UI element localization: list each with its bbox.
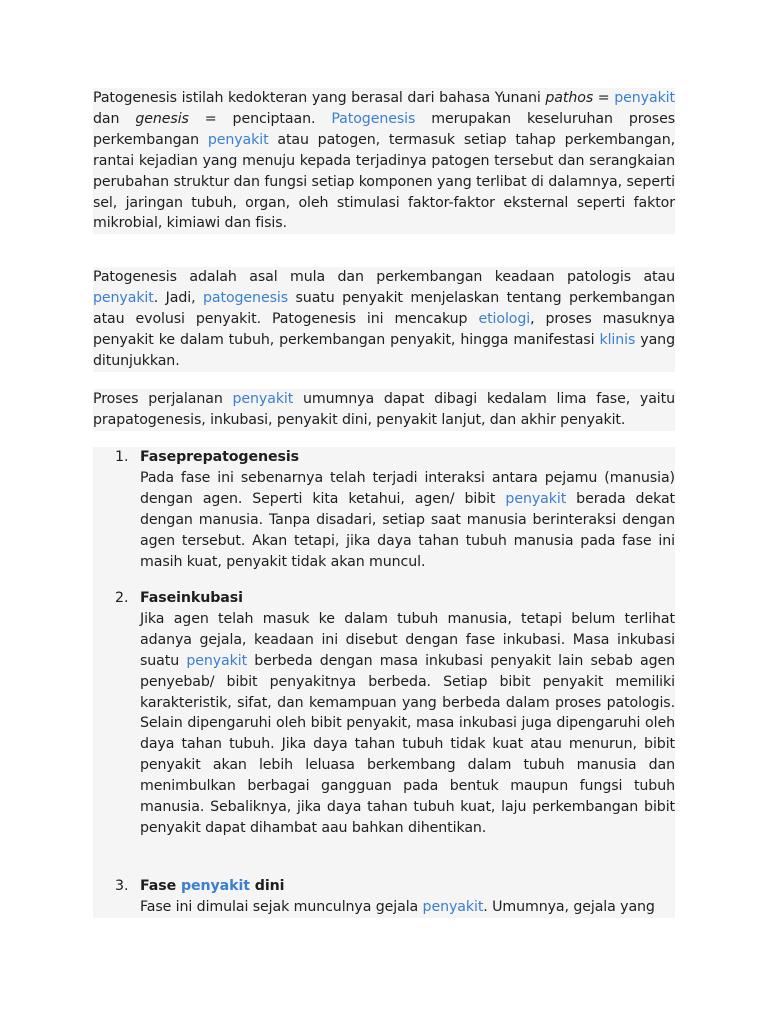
link-patogenesis[interactable]: patogenesis <box>202 289 289 306</box>
text-run: Jika agen telah masuk ke dalam tubuh manusia, tetapi belum terlihat adanya gejala, keadaan ini disebut dengan fase inkubasi. Masa inkubasi suatu <box>140 610 675 669</box>
text-run: berada dekat dengan manusia. Tanpa disadari, setiap saat manusia berinteraksi dengan agen tersebut. Akan tetapi, jika daya tahan tubuh manusia pada fase ini masih kuat, penyakit tidak akan muncul. <box>140 490 676 570</box>
text-run: dini <box>249 878 285 894</box>
text-run: yang ditunjukkan. <box>93 331 675 369</box>
text-run: berbeda dengan masa inkubasi penyakit lain sebab agen penyebab/ bibit penyakitnya berbeda. Setiap bibit penyakit memiliki karakteristik, sifat, dan kemampuan yang berbeda dalam proses patologis. Selain dipengaruhi oleh bibit penyakit, masa inkubasi juga dipengaruhi oleh daya tahan tubuh. Jika daya tahan tubuh tidak kuat atau menurun, bibit penyakit akan lebih leluasa berkembang dalam tubuh manusia dan menimbulkan berbagai gangguan pada bentuk maupun fungsi tubuh manusia. Sebaliknya, jika daya tahan tubuh kuat, laju perkembangan bibit penyakit dapat dihambat aau bahkan dihentikan. <box>140 652 675 836</box>
text-run: Pada fase ini sebenarnya telah terjadi interaksi antara pejamu (manusia) dengan agen. Seperti kita ketahui, agen/ bibit <box>140 469 675 507</box>
text-run: suatu penyakit menjelaskan tentang perkembangan atau evolusi penyakit. Patogenesis ini mencakup <box>93 289 675 327</box>
list-item-inkubasi <box>140 588 675 839</box>
link-penyakit[interactable]: penyakit <box>180 878 250 894</box>
list-item-text <box>140 468 675 573</box>
link-penyakit[interactable]: penyakit <box>207 131 269 148</box>
list-item-title: Faseinkubasi <box>140 590 243 606</box>
text-run: Fase <box>140 878 181 894</box>
link-penyakit[interactable]: penyakit <box>232 391 294 407</box>
text-run: Fase ini dimulai sejak munculnya gejala <box>140 898 423 915</box>
link-penyakit[interactable]: penyakit <box>422 898 484 915</box>
list-item-text <box>140 897 675 918</box>
paragraph-origin <box>93 267 675 372</box>
paragraph-phases-intro <box>93 389 675 431</box>
text-run: Proses perjalanan <box>93 391 233 407</box>
text-run: atau patogen, termasuk setiap tahap perkembangan, rantai kejadian yang menuju kepada terjadinya patogen tersebut dan serangkaian perubahan struktur dan fungsi setiap komponen yang terlibat di dalamnya, seperti sel, jaringan tubuh, organ, oleh stimulasi faktor-faktor eksternal seperti faktor mikrobial, kimiawi dan fisis. <box>93 131 676 232</box>
text-run: . Jadi, <box>153 289 203 306</box>
text-run: Patogenesis istilah kedokteran yang berasal dari bahasa Yunani <box>93 90 546 106</box>
link-penyakit[interactable]: penyakit <box>614 90 675 106</box>
text-run: Patogenesis adalah asal mula dan perkembangan keadaan patologis atau <box>93 269 675 285</box>
list-number: 2. <box>115 590 129 606</box>
text-run: = penciptaan. <box>188 110 332 127</box>
phase-list <box>93 447 675 918</box>
link-klinis[interactable]: klinis <box>599 331 636 348</box>
link-penyakit[interactable]: penyakit <box>505 490 567 507</box>
link-etiologi[interactable]: etiologi <box>478 310 531 327</box>
text-run: , proses masuknya penyakit ke dalam tubuh, perkembangan penyakit, hingga manifestasi <box>93 310 675 348</box>
term-pathos: pathos <box>545 90 594 106</box>
list-item-title <box>140 876 675 897</box>
list-item-penyakit-dini <box>140 876 675 918</box>
text-run: . Umumnya, gejala yang <box>483 898 655 915</box>
term-genesis: genesis <box>135 110 189 127</box>
link-penyakit[interactable]: penyakit <box>186 652 248 669</box>
link-patogenesis[interactable]: Patogenesis <box>331 110 416 127</box>
list-number: 1. <box>115 449 129 465</box>
text-run: merupakan keseluruhan proses perkembangan <box>93 110 675 148</box>
list-item-text <box>140 609 675 839</box>
text-run: dan <box>93 110 136 127</box>
list-number: 3. <box>115 878 129 894</box>
text-run: umumnya dapat dibagi kedalam lima fase, yaitu prapatogenesis, inkubasi, penyakit dini, penyakit lanjut, dan akhir penyakit. <box>93 391 675 428</box>
list-item-title: Faseprepatogenesis <box>140 449 299 465</box>
link-penyakit[interactable]: penyakit <box>93 289 154 306</box>
list-item-prepatogenesis <box>140 447 675 572</box>
text-run: = <box>593 90 615 106</box>
paragraph-definition <box>93 88 675 234</box>
